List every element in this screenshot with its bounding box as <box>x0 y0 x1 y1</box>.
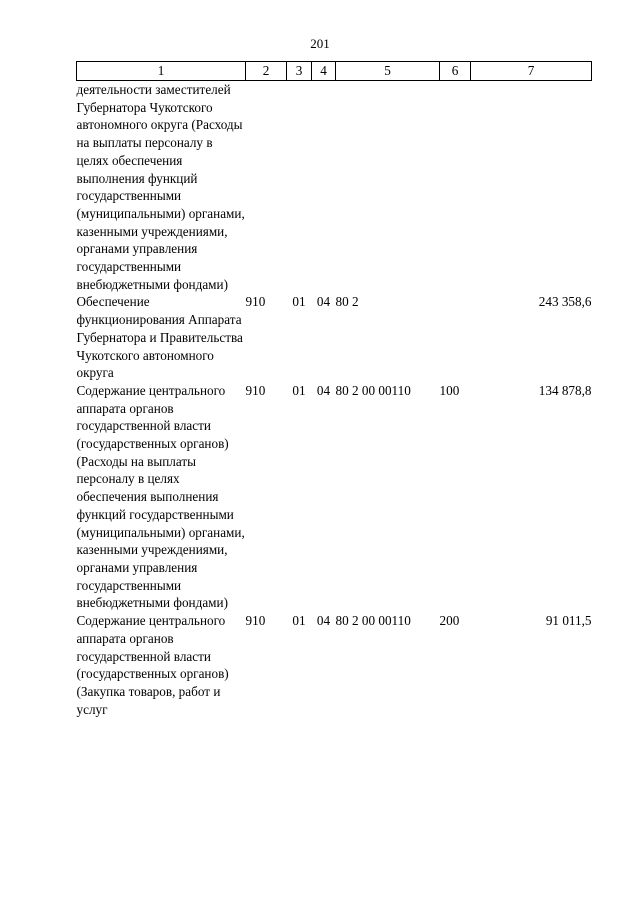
budget-table <box>76 61 592 718</box>
page-number: 201 <box>310 36 330 51</box>
row-vr <box>440 293 471 382</box>
row-rz: 01 <box>292 613 306 629</box>
row-sum: 91 011,5 <box>545 613 592 629</box>
row-sum: 243 358,6 <box>538 294 592 310</box>
table-header-row <box>77 62 592 81</box>
row-name: деятельности заместителей Губернатора Чукотского автономного округа (Расходы на выплаты персоналу в целях обеспечения выполнения функций государственными (муниципальными) органами, казенными учреждениями, органами управления государственными внебюджетными фондами) <box>76 82 245 292</box>
table-row <box>77 293 592 382</box>
row-vr <box>440 81 471 294</box>
row-sum: 134 878,8 <box>538 382 592 398</box>
row-grbs: 910 <box>245 294 266 310</box>
row-sum <box>471 81 592 294</box>
column-header: 1 <box>77 62 246 81</box>
column-header: 2 <box>246 62 287 81</box>
row-name: Обеспечение функционирования Аппарата Губернатора и Правительства Чукотского автономного округа <box>76 294 243 381</box>
row-csr: 80 2 00 00110 <box>335 382 411 398</box>
row-pr <box>312 81 336 294</box>
column-header: 5 <box>336 62 440 81</box>
row-csr: 80 2 <box>335 294 359 310</box>
row-pr: 04 <box>316 294 331 310</box>
row-grbs <box>246 81 287 294</box>
row-name: Содержание центрального аппарата органов государственной власти (государственных органов) (Закупка товаров, работ и услуг <box>76 613 229 717</box>
row-rz <box>287 81 312 294</box>
row-rz: 01 <box>292 382 306 398</box>
row-csr: 80 2 00 00110 <box>335 613 411 629</box>
column-header: 7 <box>471 62 592 81</box>
row-name: Содержание центрального аппарата органов государственной власти (государственных органов) (Расходы на выплаты персоналу в целях обеспечения выполнения функций государственными (муниципальными) органами, казенными учреждениями, органами управления государственными внебюджетными фондами) <box>76 382 245 611</box>
table-row <box>77 81 592 294</box>
row-grbs: 910 <box>245 382 266 398</box>
row-vr: 100 <box>439 382 460 398</box>
row-csr <box>336 81 440 294</box>
table-row <box>77 382 592 612</box>
column-header: 3 <box>287 62 312 81</box>
column-header: 4 <box>312 62 336 81</box>
table-row <box>77 612 592 718</box>
row-vr: 200 <box>439 613 460 629</box>
column-header: 6 <box>440 62 471 81</box>
row-rz: 01 <box>292 294 306 310</box>
row-pr: 04 <box>316 613 331 629</box>
row-grbs: 910 <box>245 613 266 629</box>
row-pr: 04 <box>316 382 331 398</box>
